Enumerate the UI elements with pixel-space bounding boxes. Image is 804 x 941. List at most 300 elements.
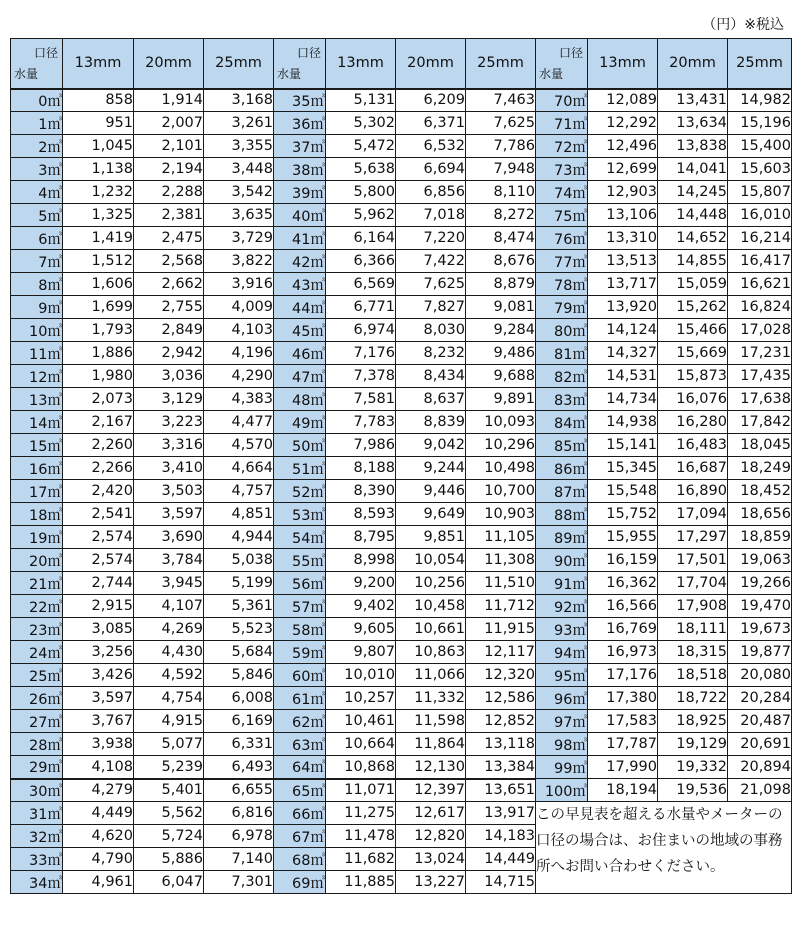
rate-cell-13mm: 11,478: [326, 825, 396, 848]
volume-cell: 37㎥: [274, 135, 326, 158]
rate-cell-20mm: 6,856: [396, 181, 466, 204]
rate-cell-20mm: 17,704: [658, 572, 728, 595]
rate-cell-25mm: 5,199: [204, 572, 274, 595]
size-header-13mm: 13mm: [588, 39, 658, 89]
rate-cell-20mm: 11,066: [396, 664, 466, 687]
volume-cell: 85㎥: [536, 434, 588, 457]
rate-cell-25mm: 12,117: [466, 641, 536, 664]
volume-cell: 70㎥: [536, 89, 588, 112]
rate-cell-20mm: 17,094: [658, 503, 728, 526]
volume-cell: 42㎥: [274, 250, 326, 273]
volume-cell: 12㎥: [11, 365, 63, 388]
volume-cell: 15㎥: [11, 434, 63, 457]
rate-cell-25mm: 18,656: [728, 503, 792, 526]
rate-cell-25mm: 7,786: [466, 135, 536, 158]
volume-cell: 40㎥: [274, 204, 326, 227]
rate-cell-20mm: 7,220: [396, 227, 466, 250]
rate-cell-13mm: 5,800: [326, 181, 396, 204]
rate-cell-25mm: 17,435: [728, 365, 792, 388]
rate-cell-25mm: 5,523: [204, 618, 274, 641]
rate-cell-25mm: 5,361: [204, 595, 274, 618]
rate-cell-13mm: 10,868: [326, 756, 396, 779]
volume-cell: 94㎥: [536, 641, 588, 664]
volume-cell: 64㎥: [274, 756, 326, 779]
rate-cell-13mm: 1,419: [63, 227, 134, 250]
volume-cell: 92㎥: [536, 595, 588, 618]
rate-cell-20mm: 10,661: [396, 618, 466, 641]
rate-cell-13mm: 4,620: [63, 825, 134, 848]
table-row: [11, 135, 792, 158]
rate-cell-25mm: 12,586: [466, 687, 536, 710]
volume-cell: 47㎥: [274, 365, 326, 388]
table-row: [11, 641, 792, 664]
rate-cell-13mm: 5,472: [326, 135, 396, 158]
rate-cell-20mm: 7,625: [396, 273, 466, 296]
rate-cell-20mm: 12,820: [396, 825, 466, 848]
rate-cell-13mm: 14,938: [588, 411, 658, 434]
rate-cell-13mm: 3,938: [63, 733, 134, 756]
rate-cell-20mm: 4,592: [134, 664, 204, 687]
rate-cell-25mm: 5,846: [204, 664, 274, 687]
rate-cell-25mm: 6,493: [204, 756, 274, 779]
rate-cell-20mm: 9,446: [396, 480, 466, 503]
rate-cell-20mm: 4,915: [134, 710, 204, 733]
rate-cell-13mm: 12,699: [588, 158, 658, 181]
rate-cell-25mm: 15,807: [728, 181, 792, 204]
table-row: [11, 319, 792, 342]
rate-cell-20mm: 19,332: [658, 756, 728, 779]
rate-cell-25mm: 18,045: [728, 434, 792, 457]
table-row: [11, 388, 792, 411]
rate-cell-20mm: 5,401: [134, 779, 204, 802]
rate-cell-13mm: 17,380: [588, 687, 658, 710]
rate-cell-20mm: 5,886: [134, 848, 204, 871]
rate-cell-25mm: 7,948: [466, 158, 536, 181]
rate-cell-25mm: 4,757: [204, 480, 274, 503]
rate-cell-25mm: 7,625: [466, 112, 536, 135]
corner-header: [274, 39, 326, 89]
volume-cell: 29㎥: [11, 756, 63, 779]
rate-cell-25mm: 8,110: [466, 181, 536, 204]
volume-cell: 32㎥: [11, 825, 63, 848]
volume-cell: 60㎥: [274, 664, 326, 687]
rate-cell-25mm: 4,383: [204, 388, 274, 411]
rate-cell-13mm: 14,327: [588, 342, 658, 365]
volume-cell: 66㎥: [274, 802, 326, 825]
volume-cell: 65㎥: [274, 779, 326, 802]
rate-cell-20mm: 10,863: [396, 641, 466, 664]
table-row: [11, 457, 792, 480]
volume-cell: 53㎥: [274, 503, 326, 526]
rate-cell-20mm: 3,784: [134, 549, 204, 572]
table-row: [11, 296, 792, 319]
rate-cell-20mm: 16,483: [658, 434, 728, 457]
rate-cell-13mm: 8,188: [326, 457, 396, 480]
rate-cell-20mm: 14,245: [658, 181, 728, 204]
rate-cell-25mm: 17,842: [728, 411, 792, 434]
volume-cell: 68㎥: [274, 848, 326, 871]
rate-cell-25mm: 15,196: [728, 112, 792, 135]
rate-cell-13mm: 11,071: [326, 779, 396, 802]
volume-cell: 74㎥: [536, 181, 588, 204]
volume-label: 水量: [14, 66, 39, 81]
rate-cell-20mm: 18,925: [658, 710, 728, 733]
volume-cell: 76㎥: [536, 227, 588, 250]
volume-cell: 9㎥: [11, 296, 63, 319]
rate-cell-20mm: 2,568: [134, 250, 204, 273]
volume-cell: 16㎥: [11, 457, 63, 480]
rate-cell-20mm: 15,873: [658, 365, 728, 388]
volume-cell: 72㎥: [536, 135, 588, 158]
rate-cell-13mm: 8,795: [326, 526, 396, 549]
table-row: [11, 664, 792, 687]
volume-cell: 22㎥: [11, 595, 63, 618]
volume-cell: 98㎥: [536, 733, 588, 756]
rate-cell-25mm: 6,978: [204, 825, 274, 848]
rate-cell-20mm: 14,855: [658, 250, 728, 273]
rate-cell-25mm: 18,452: [728, 480, 792, 503]
volume-cell: 56㎥: [274, 572, 326, 595]
rate-cell-20mm: 17,501: [658, 549, 728, 572]
volume-cell: 57㎥: [274, 595, 326, 618]
water-rate-table: [10, 38, 792, 894]
volume-cell: 61㎥: [274, 687, 326, 710]
rate-cell-25mm: 9,688: [466, 365, 536, 388]
rate-cell-13mm: 17,583: [588, 710, 658, 733]
table-row: [11, 480, 792, 503]
rate-cell-25mm: 8,879: [466, 273, 536, 296]
volume-cell: 36㎥: [274, 112, 326, 135]
rate-cell-25mm: 10,903: [466, 503, 536, 526]
volume-cell: 80㎥: [536, 319, 588, 342]
size-header-25mm: 25mm: [728, 39, 792, 89]
rate-cell-20mm: 8,839: [396, 411, 466, 434]
table-row: [11, 181, 792, 204]
table-row: [11, 434, 792, 457]
rate-cell-20mm: 18,518: [658, 664, 728, 687]
rate-cell-20mm: 11,332: [396, 687, 466, 710]
table-row: [11, 779, 792, 802]
rate-cell-13mm: 11,682: [326, 848, 396, 871]
rate-cell-13mm: 9,807: [326, 641, 396, 664]
rate-cell-20mm: 4,754: [134, 687, 204, 710]
rate-cell-13mm: 12,903: [588, 181, 658, 204]
corner-header: [11, 39, 63, 89]
rate-cell-20mm: 5,724: [134, 825, 204, 848]
rate-cell-25mm: 4,851: [204, 503, 274, 526]
rate-cell-13mm: 13,310: [588, 227, 658, 250]
volume-cell: 28㎥: [11, 733, 63, 756]
rate-cell-25mm: 9,284: [466, 319, 536, 342]
rate-cell-20mm: 6,532: [396, 135, 466, 158]
rate-cell-20mm: 6,371: [396, 112, 466, 135]
rate-cell-25mm: 21,098: [728, 779, 792, 802]
rate-cell-13mm: 8,390: [326, 480, 396, 503]
rate-cell-13mm: 8,593: [326, 503, 396, 526]
volume-cell: 33㎥: [11, 848, 63, 871]
rate-cell-25mm: 4,570: [204, 434, 274, 457]
volume-cell: 17㎥: [11, 480, 63, 503]
rate-cell-13mm: 858: [63, 89, 134, 112]
rate-cell-20mm: 19,536: [658, 779, 728, 802]
rate-cell-25mm: 19,673: [728, 618, 792, 641]
size-header-25mm: 25mm: [466, 39, 536, 89]
rate-cell-20mm: 7,018: [396, 204, 466, 227]
rate-cell-13mm: 17,990: [588, 756, 658, 779]
size-header-13mm: 13mm: [326, 39, 396, 89]
rate-cell-20mm: 3,597: [134, 503, 204, 526]
volume-cell: 27㎥: [11, 710, 63, 733]
rate-cell-25mm: 20,080: [728, 664, 792, 687]
rate-cell-25mm: 13,384: [466, 756, 536, 779]
rate-cell-20mm: 2,849: [134, 319, 204, 342]
size-header-13mm: 13mm: [63, 39, 134, 89]
rate-cell-25mm: 6,331: [204, 733, 274, 756]
rate-cell-20mm: 3,503: [134, 480, 204, 503]
rate-cell-13mm: 1,606: [63, 273, 134, 296]
rate-cell-25mm: 3,635: [204, 204, 274, 227]
volume-cell: 89㎥: [536, 526, 588, 549]
volume-cell: 5㎥: [11, 204, 63, 227]
rate-cell-20mm: 18,111: [658, 618, 728, 641]
table-row: [11, 503, 792, 526]
volume-cell: 24㎥: [11, 641, 63, 664]
rate-cell-20mm: 9,244: [396, 457, 466, 480]
volume-cell: 75㎥: [536, 204, 588, 227]
volume-cell: 48㎥: [274, 388, 326, 411]
rate-cell-13mm: 18,194: [588, 779, 658, 802]
rate-cell-20mm: 13,634: [658, 112, 728, 135]
corner-header: [536, 39, 588, 89]
rate-cell-25mm: 4,290: [204, 365, 274, 388]
volume-cell: 96㎥: [536, 687, 588, 710]
volume-cell: 99㎥: [536, 756, 588, 779]
table-row: [11, 342, 792, 365]
rate-cell-25mm: 3,822: [204, 250, 274, 273]
rate-cell-13mm: 1,045: [63, 135, 134, 158]
rate-cell-20mm: 16,280: [658, 411, 728, 434]
rate-cell-20mm: 2,662: [134, 273, 204, 296]
rate-cell-20mm: 12,130: [396, 756, 466, 779]
rate-cell-25mm: 7,463: [466, 89, 536, 112]
rate-cell-20mm: 16,076: [658, 388, 728, 411]
rate-cell-13mm: 14,531: [588, 365, 658, 388]
rate-cell-13mm: 15,141: [588, 434, 658, 457]
volume-cell: 7㎥: [11, 250, 63, 273]
volume-cell: 2㎥: [11, 135, 63, 158]
rate-cell-13mm: 3,256: [63, 641, 134, 664]
size-header-20mm: 20mm: [396, 39, 466, 89]
rate-cell-20mm: 10,256: [396, 572, 466, 595]
rate-cell-20mm: 9,851: [396, 526, 466, 549]
rate-cell-25mm: 13,118: [466, 733, 536, 756]
rate-cell-20mm: 5,077: [134, 733, 204, 756]
rate-cell-25mm: 16,214: [728, 227, 792, 250]
rate-cell-25mm: 11,510: [466, 572, 536, 595]
rate-cell-13mm: 3,085: [63, 618, 134, 641]
rate-cell-25mm: 9,891: [466, 388, 536, 411]
rate-cell-13mm: 5,302: [326, 112, 396, 135]
rate-cell-13mm: 8,998: [326, 549, 396, 572]
rate-cell-13mm: 3,767: [63, 710, 134, 733]
rate-cell-13mm: 1,512: [63, 250, 134, 273]
table-row: [11, 687, 792, 710]
rate-cell-13mm: 5,638: [326, 158, 396, 181]
rate-cell-20mm: 16,687: [658, 457, 728, 480]
volume-cell: 90㎥: [536, 549, 588, 572]
rate-cell-25mm: 6,816: [204, 802, 274, 825]
rate-cell-20mm: 4,107: [134, 595, 204, 618]
rate-cell-20mm: 2,755: [134, 296, 204, 319]
rate-cell-20mm: 3,129: [134, 388, 204, 411]
rate-cell-20mm: 11,864: [396, 733, 466, 756]
rate-cell-13mm: 6,164: [326, 227, 396, 250]
rate-cell-25mm: 10,700: [466, 480, 536, 503]
rate-cell-20mm: 3,223: [134, 411, 204, 434]
rate-table-body: [11, 89, 792, 894]
rate-cell-13mm: 1,793: [63, 319, 134, 342]
volume-cell: 55㎥: [274, 549, 326, 572]
rate-cell-20mm: 3,036: [134, 365, 204, 388]
rate-cell-25mm: 13,917: [466, 802, 536, 825]
volume-cell: 6㎥: [11, 227, 63, 250]
rate-cell-13mm: 7,581: [326, 388, 396, 411]
rate-cell-13mm: 10,461: [326, 710, 396, 733]
rate-cell-20mm: 15,262: [658, 296, 728, 319]
volume-cell: 79㎥: [536, 296, 588, 319]
rate-cell-20mm: 14,041: [658, 158, 728, 181]
volume-label: 水量: [539, 66, 564, 81]
rate-cell-25mm: 3,916: [204, 273, 274, 296]
volume-cell: 13㎥: [11, 388, 63, 411]
rate-cell-13mm: 4,279: [63, 779, 134, 802]
rate-cell-25mm: 14,982: [728, 89, 792, 112]
rate-cell-13mm: 7,176: [326, 342, 396, 365]
rate-cell-25mm: 6,655: [204, 779, 274, 802]
rate-cell-13mm: 3,597: [63, 687, 134, 710]
rate-cell-20mm: 13,227: [396, 871, 466, 894]
rate-cell-25mm: 18,249: [728, 457, 792, 480]
table-row: [11, 158, 792, 181]
rate-cell-25mm: 19,063: [728, 549, 792, 572]
rate-cell-20mm: 18,315: [658, 641, 728, 664]
rate-cell-13mm: 1,886: [63, 342, 134, 365]
rate-cell-13mm: 13,513: [588, 250, 658, 273]
rate-cell-20mm: 5,562: [134, 802, 204, 825]
table-row: [11, 112, 792, 135]
rate-cell-13mm: 14,124: [588, 319, 658, 342]
rate-cell-20mm: 2,942: [134, 342, 204, 365]
volume-cell: 1㎥: [11, 112, 63, 135]
rate-cell-25mm: 17,231: [728, 342, 792, 365]
size-header-25mm: 25mm: [204, 39, 274, 89]
rate-cell-20mm: 1,914: [134, 89, 204, 112]
volume-cell: 78㎥: [536, 273, 588, 296]
rate-cell-25mm: 16,621: [728, 273, 792, 296]
rate-cell-25mm: 9,486: [466, 342, 536, 365]
rate-cell-13mm: 2,915: [63, 595, 134, 618]
rate-cell-13mm: 9,200: [326, 572, 396, 595]
rate-cell-13mm: 3,426: [63, 664, 134, 687]
volume-cell: 63㎥: [274, 733, 326, 756]
rate-cell-20mm: 6,047: [134, 871, 204, 894]
rate-cell-20mm: 2,007: [134, 112, 204, 135]
rate-cell-13mm: 6,974: [326, 319, 396, 342]
volume-cell: 50㎥: [274, 434, 326, 457]
rate-cell-25mm: 20,487: [728, 710, 792, 733]
rate-cell-13mm: 15,345: [588, 457, 658, 480]
volume-cell: 81㎥: [536, 342, 588, 365]
rate-cell-13mm: 13,717: [588, 273, 658, 296]
rate-cell-20mm: 10,054: [396, 549, 466, 572]
table-row: [11, 733, 792, 756]
rate-cell-25mm: 17,028: [728, 319, 792, 342]
rate-cell-13mm: 16,362: [588, 572, 658, 595]
rate-cell-13mm: 16,769: [588, 618, 658, 641]
rate-cell-25mm: 3,261: [204, 112, 274, 135]
volume-cell: 11㎥: [11, 342, 63, 365]
table-row: [11, 227, 792, 250]
rate-cell-20mm: 3,316: [134, 434, 204, 457]
table-row: [11, 710, 792, 733]
rate-cell-20mm: 7,422: [396, 250, 466, 273]
volume-cell: 23㎥: [11, 618, 63, 641]
rate-cell-20mm: 13,024: [396, 848, 466, 871]
rate-cell-20mm: 3,945: [134, 572, 204, 595]
volume-cell: 54㎥: [274, 526, 326, 549]
rate-cell-13mm: 13,920: [588, 296, 658, 319]
rate-cell-20mm: 9,649: [396, 503, 466, 526]
rate-cell-13mm: 4,108: [63, 756, 134, 779]
rate-cell-25mm: 4,477: [204, 411, 274, 434]
rate-cell-13mm: 14,734: [588, 388, 658, 411]
rate-cell-13mm: 16,566: [588, 595, 658, 618]
rate-cell-13mm: 951: [63, 112, 134, 135]
rate-cell-25mm: 10,296: [466, 434, 536, 457]
caliber-label: 口径: [296, 46, 321, 60]
rate-cell-25mm: 3,448: [204, 158, 274, 181]
volume-cell: 73㎥: [536, 158, 588, 181]
rate-cell-20mm: 4,430: [134, 641, 204, 664]
rate-cell-20mm: 5,239: [134, 756, 204, 779]
rate-cell-13mm: 2,266: [63, 457, 134, 480]
rate-cell-25mm: 14,449: [466, 848, 536, 871]
volume-cell: 88㎥: [536, 503, 588, 526]
rate-cell-13mm: 1,980: [63, 365, 134, 388]
volume-cell: 95㎥: [536, 664, 588, 687]
rate-cell-25mm: 11,308: [466, 549, 536, 572]
rate-cell-13mm: 2,420: [63, 480, 134, 503]
rate-cell-25mm: 8,676: [466, 250, 536, 273]
rate-cell-13mm: 6,771: [326, 296, 396, 319]
volume-cell: 62㎥: [274, 710, 326, 733]
volume-cell: 69㎥: [274, 871, 326, 894]
rate-cell-20mm: 14,652: [658, 227, 728, 250]
rate-cell-20mm: 6,694: [396, 158, 466, 181]
volume-cell: 34㎥: [11, 871, 63, 894]
rate-cell-20mm: 3,410: [134, 457, 204, 480]
volume-cell: 93㎥: [536, 618, 588, 641]
rate-cell-13mm: 9,402: [326, 595, 396, 618]
rate-cell-25mm: 11,712: [466, 595, 536, 618]
volume-cell: 77㎥: [536, 250, 588, 273]
volume-cell: 20㎥: [11, 549, 63, 572]
table-row: [11, 802, 792, 825]
volume-cell: 41㎥: [274, 227, 326, 250]
rate-cell-25mm: 5,038: [204, 549, 274, 572]
rate-cell-25mm: 4,009: [204, 296, 274, 319]
rate-cell-25mm: 4,196: [204, 342, 274, 365]
